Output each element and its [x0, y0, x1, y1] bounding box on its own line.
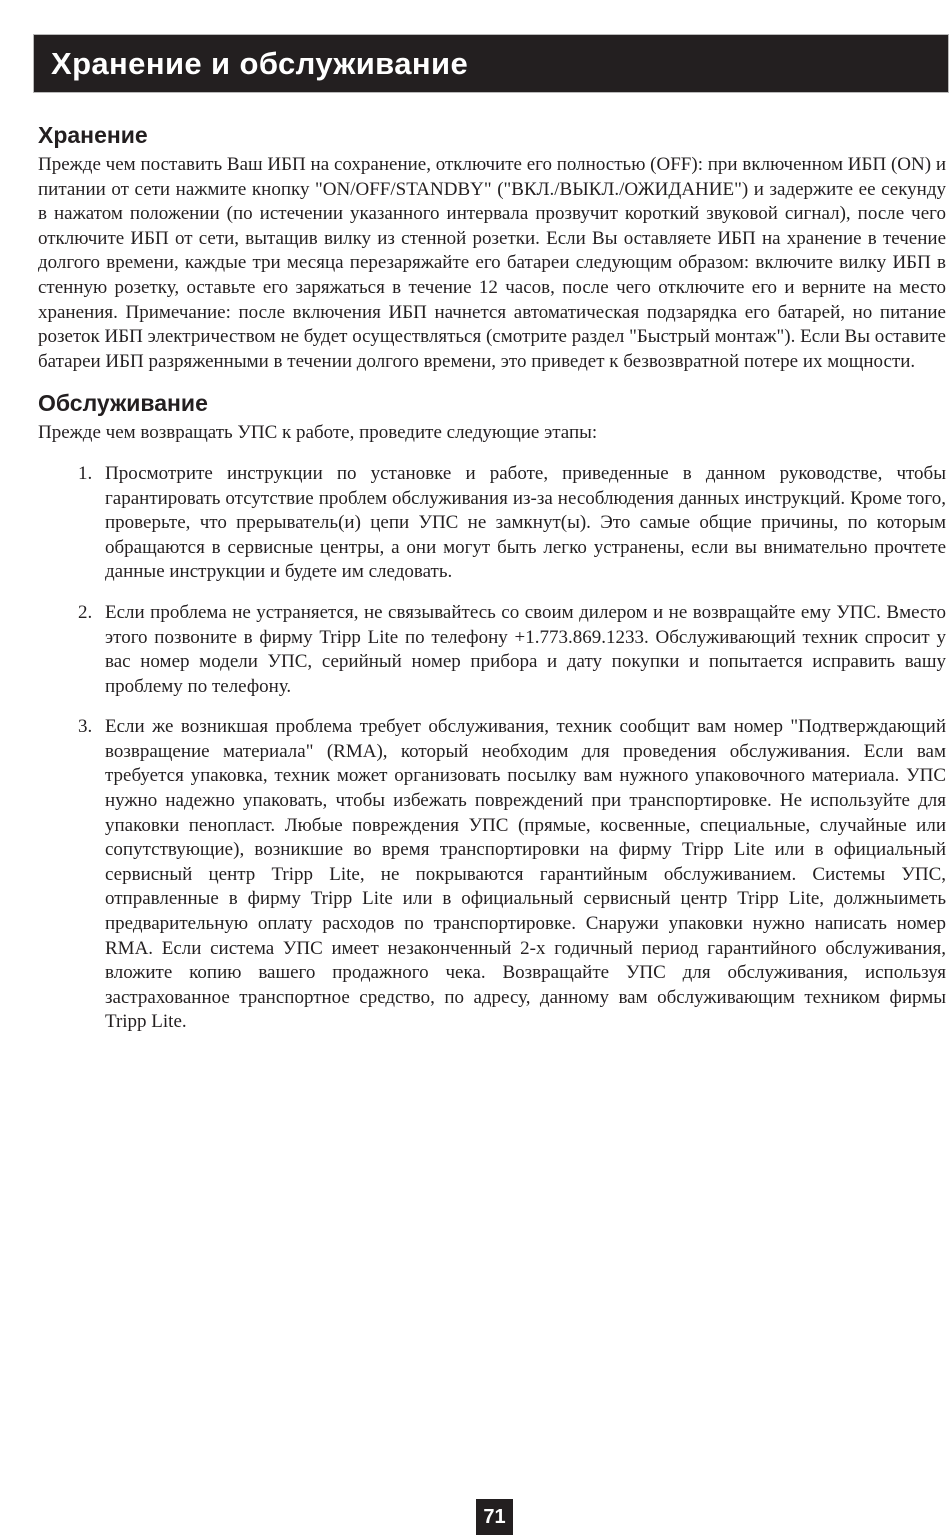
step-number: 1.	[78, 462, 93, 484]
page-title: Хранение и обслуживание	[51, 45, 469, 81]
step-number: 2.	[78, 601, 93, 623]
storage-heading: Хранение	[38, 122, 148, 148]
step-text: Если проблема не устраняется, не связывайтесь со своим дилером и не возвращайте ему УПС. Вместо этого позвоните в фирму Tripp Lite по телефону +1.773.869.1233. Обслуживающий техник спросит у вас номер модели УПС, серийный номер прибора и дату покупки и попытается исправить вашу проблему по телефону.	[105, 601, 946, 697]
section-title-bar	[34, 35, 948, 92]
step-number: 3.	[78, 716, 93, 738]
storage-paragraph: Прежде чем поставить Ваш ИБП на сохранение, отключите его полностью (OFF): при включенном ИБП (ON) и питании от сети нажмите кнопку "ON/OFF/STANDBY" ("ВКЛ./ВЫКЛ./ОЖИДАНИЕ") и задержите ее секунду в нажатом положении (по истечении указанного интервала прозвучит короткий звуковой сигнал), после чего отключите ИБП от сети, вытащив вилку из стенной розетки. Если Вы оставляете ИБП на хранение в течение долгого времени, каждые три месяца перезаряжайте его батареи следующим образом: включите вилку ИБП в стенную розетку, оставьте его заряжаться в течение 12 часов, после чего отключите его и верните на место хранения. Примечание: после включения ИБП начнется автоматическая подзарядка его батарей, но питание розеток ИБП электричеством не будет осуществляться (смотрите раздел "Быстрый монтаж"). Если Вы оставите батареи ИБП разряженными в течении долгого времени, это приведет к безвозвратной потере их мощности.	[38, 154, 946, 372]
step-item-3	[38, 715, 946, 1035]
step-item-2	[38, 601, 946, 699]
page-content	[38, 121, 946, 1035]
maintenance-intro: Прежде чем возвращать УПС к работе, проведите следующие этапы:	[38, 422, 598, 444]
maintenance-heading: Обслуживание	[38, 390, 208, 417]
step-text: Если же возникшая проблема требует обслуживания, техник сообщит вам номер "Подтверждающий возвращение материала" (RMA), который необходим для проведения обслуживания. Если вам требуется упаковка, техник может организовать посылку вам нужного упаковочного материала. УПС нужно надежно упаковать, чтобы избежать повреждений при транспортировке. Не используйте для упаковки пенопласт. Любые повреждения УПС (прямые, косвенные, специальные, случайные или сопутствующие), возникшие во время транспортировки на фирму Tripp Lite или в официальный сервисный центр Tripp Lite, не покрываются гарантийным обслуживанием. Системы УПС, отправленные в фирму Tripp Lite или в официальный сервисный центр Tripp Lite, должныиметь предварительную оплату расходов по транспортировке. Снаружи упаковки нужно написать номер RMA. Если система УПС имеет незаконченный 2-х годичный период гарантийного обслуживания, вложите копию вашего продажного чека. Возвращайте УПС для обслуживания, используя застрахованное транспортное средство, по адресу, данному вам обслуживающим техником фирмы Tripp Lite.	[105, 716, 946, 1033]
step-item-1	[38, 462, 946, 585]
maintenance-section	[38, 389, 946, 1035]
step-text: Просмотрите инструкции по установке и работе, приведенные в данном руководстве, чтобы гарантировать отсутствие проблем обслуживания из-за несоблюдения данных инструкций. Кроме того, проверьте, что прерыватель(и) цепи УПС не замкнут(ы). Это самые общие причины, по которым обращаются в сервисные центры, а они могут быть легко устранены, если вы внимательно прочтете данные инструкции и будете им следовать.	[105, 462, 946, 583]
maintenance-steps	[38, 462, 946, 1035]
storage-section	[38, 121, 946, 374]
page-number-badge: 71	[476, 1499, 513, 1535]
